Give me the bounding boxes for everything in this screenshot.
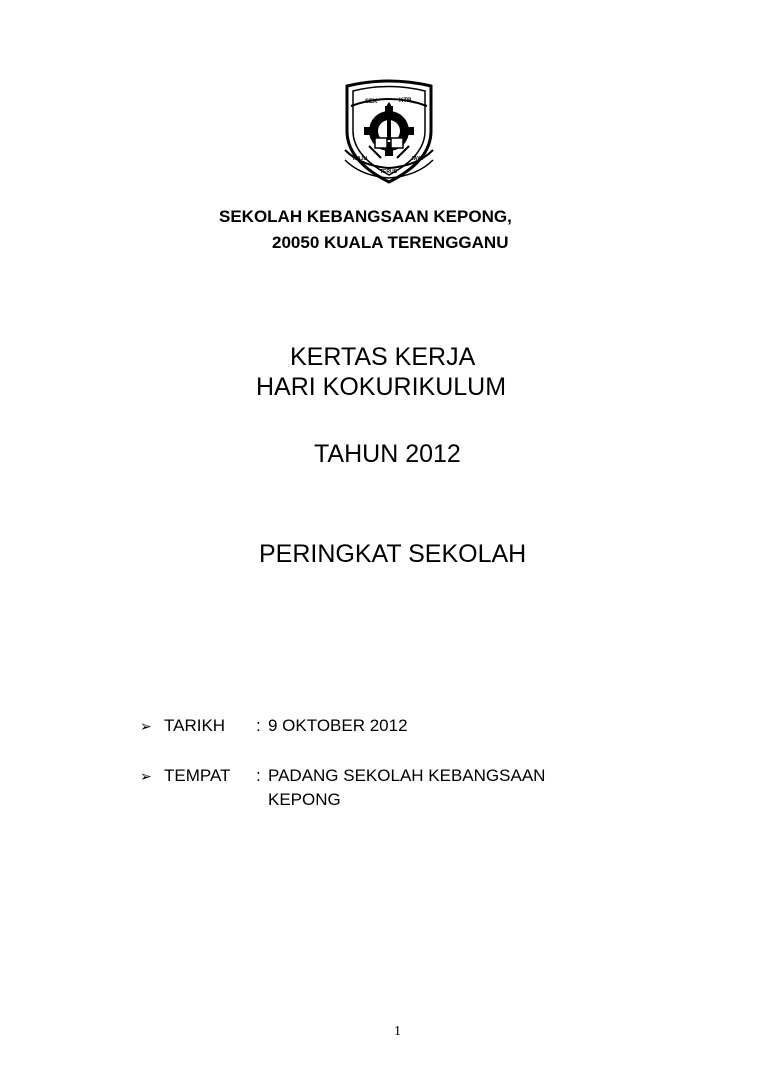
- svg-text:TERUS: TERUS: [380, 169, 397, 175]
- place-value-line2: KEPONG: [268, 790, 341, 809]
- school-address-line2: 20050 KUALA TERENGGANU: [272, 233, 509, 252]
- document-year: TAHUN 2012: [314, 440, 461, 468]
- svg-text:KTR: KTR: [399, 98, 412, 104]
- school-name-line1: SEKOLAH KEBANGSAAN KEPONG,: [219, 207, 512, 226]
- svg-text:SEK: SEK: [365, 99, 378, 105]
- date-label: TARIKH: [164, 716, 226, 735]
- arrowhead-bullet-icon: ➢: [140, 718, 152, 734]
- date-value: 9 OKTOBER 2012: [268, 716, 408, 735]
- place-colon: :: [256, 766, 261, 785]
- svg-text:JAYA: JAYA: [411, 156, 424, 162]
- date-colon: :: [256, 716, 261, 735]
- page-number: 1: [394, 1024, 401, 1039]
- document-title-line2: HARI KOKURIKULUM: [256, 373, 507, 401]
- arrowhead-bullet-icon: ➢: [140, 768, 152, 784]
- document-level: PERINGKAT SEKOLAH: [259, 540, 527, 568]
- place-value-line1: PADANG SEKOLAH KEBANGSAAN: [268, 766, 546, 785]
- svg-text:MAJU: MAJU: [353, 156, 368, 162]
- school-crest-icon: [341, 76, 437, 186]
- document-title-line1: KERTAS KERJA: [290, 343, 476, 371]
- place-label: TEMPAT: [164, 766, 231, 785]
